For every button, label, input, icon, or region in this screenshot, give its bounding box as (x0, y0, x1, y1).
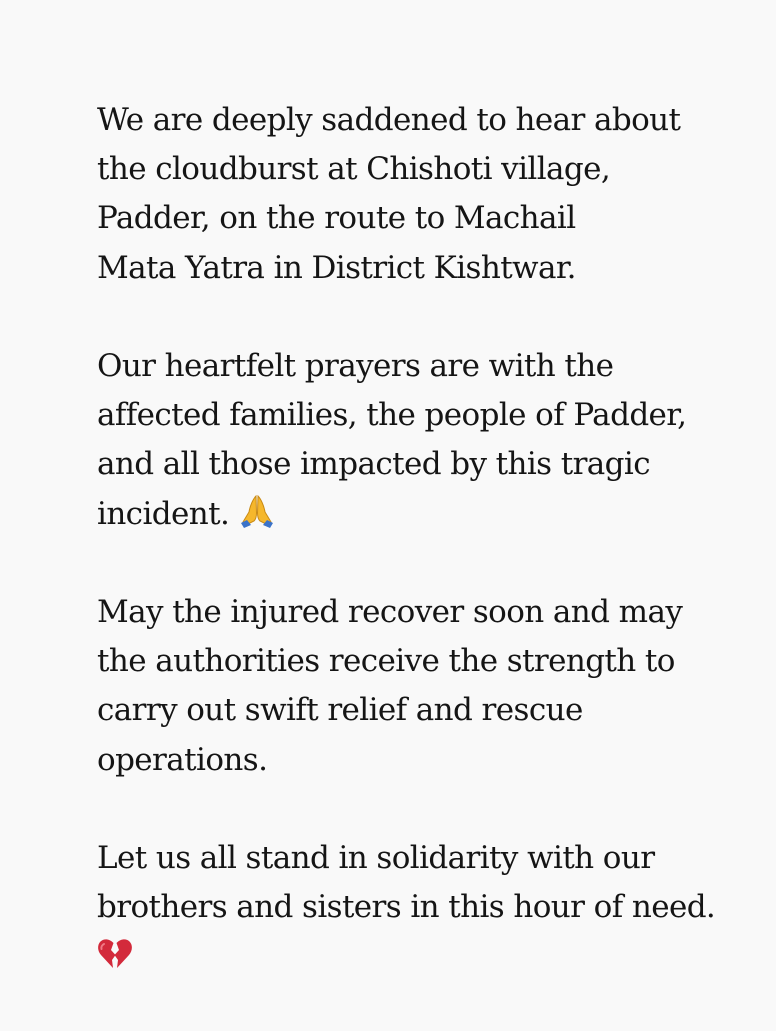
text-line: carry out swift relief and rescue (97, 692, 583, 729)
paragraph-recovery (97, 588, 757, 785)
text-line: Padder, on the route to Machail (97, 200, 576, 237)
text-line: incident. (97, 495, 239, 532)
folded-hands-icon (238, 494, 276, 528)
text-line: brothers and sisters in this hour of need. (97, 889, 716, 926)
statement-text (97, 96, 757, 1031)
text-line: the authorities receive the strength to (97, 643, 675, 680)
paragraph-condolence (97, 96, 757, 293)
text-line: the cloudburst at Chishoti village, (97, 151, 611, 188)
text-line-with-emoji (97, 490, 757, 539)
text-line: affected families, the people of Padder, (97, 397, 687, 434)
emoji-line (97, 932, 757, 981)
paragraph-solidarity (97, 834, 757, 982)
text-line: Our heartfelt prayers are with the (97, 348, 614, 384)
text-line: Let us all stand in solidarity with our (97, 840, 655, 876)
text-line: May the injured recover soon and may (97, 594, 683, 630)
broken-heart-icon (97, 938, 133, 970)
text-line: operations. (97, 741, 268, 778)
text-line: Mata Yatra in District Kishtwar. (97, 249, 576, 286)
text-line: We are deeply saddened to hear about (97, 102, 681, 138)
paragraph-prayers (97, 342, 757, 539)
text-line: and all those impacted by this tragic (97, 446, 650, 483)
